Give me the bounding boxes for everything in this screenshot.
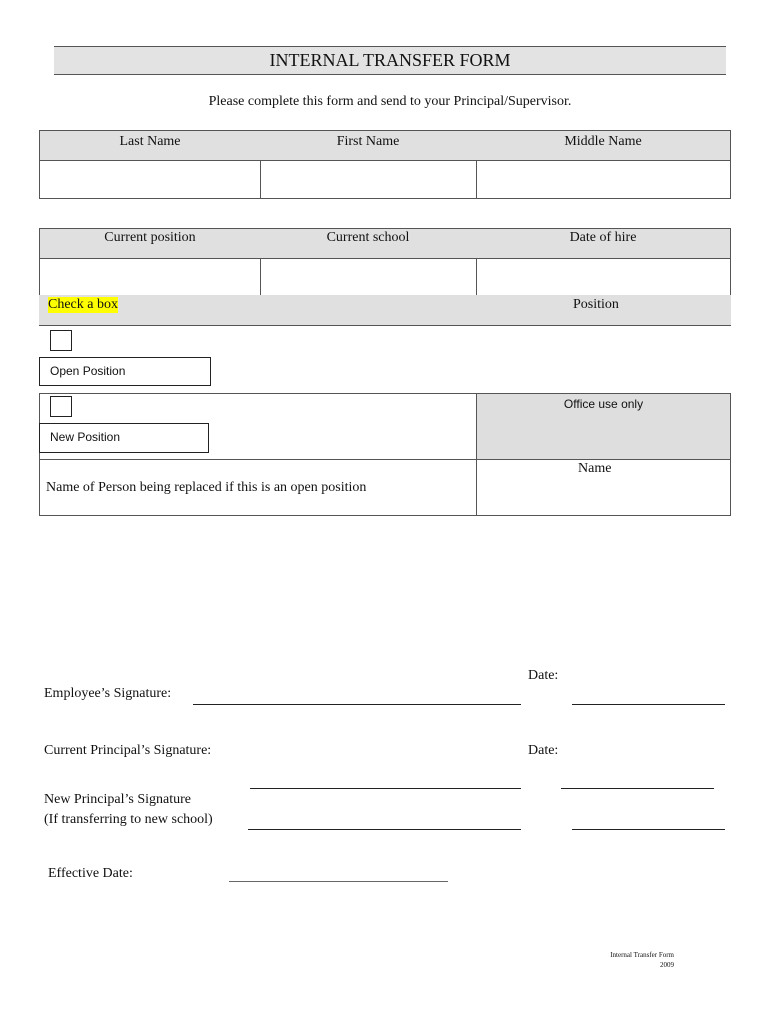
new-position-label: New Position <box>39 423 209 453</box>
new-principal-signature-line[interactable] <box>248 829 521 830</box>
middle-name-header: Middle Name <box>476 130 731 161</box>
open-position-label: Open Position <box>39 357 211 386</box>
current-principal-signature-line[interactable] <box>250 788 521 789</box>
new-principal-signature-label: New Principal’s Signature <box>44 792 191 807</box>
current-school-field[interactable] <box>260 258 477 296</box>
employee-signature-line[interactable] <box>193 704 521 705</box>
open-position-checkbox[interactable] <box>50 330 72 351</box>
check-section-header <box>39 295 731 326</box>
form-title: INTERNAL TRANSFER FORM <box>54 46 726 75</box>
employee-date-line[interactable] <box>572 704 725 705</box>
office-use-label: Office use only <box>563 397 644 411</box>
office-use-box <box>476 393 731 460</box>
position-label: Position <box>573 297 619 312</box>
new-principal-date-line[interactable] <box>572 829 725 830</box>
date-of-hire-header: Date of hire <box>476 228 731 259</box>
employee-signature-label: Employee’s Signature: <box>44 686 172 701</box>
employee-date-label: Date: <box>528 668 559 683</box>
footer <box>560 950 674 970</box>
middle-name-field[interactable] <box>476 160 731 199</box>
footer-year: 2009 <box>660 961 674 969</box>
new-principal-note: (If transferring to new school) <box>44 812 213 827</box>
effective-date-label: Effective Date: <box>48 866 133 881</box>
check-a-box-label: Check a box <box>48 297 118 312</box>
last-name-header: Last Name <box>39 130 261 161</box>
effective-date-line[interactable] <box>229 881 448 882</box>
first-name-header: First Name <box>260 130 477 161</box>
date-of-hire-field[interactable] <box>476 258 731 296</box>
instructions-text: Please complete this form and send to your Principal/Supervisor. <box>208 94 572 109</box>
new-position-checkbox[interactable] <box>50 396 72 417</box>
current-position-header: Current position <box>39 228 261 259</box>
current-position-field[interactable] <box>39 258 261 296</box>
replacement-name-label: Name <box>578 461 612 476</box>
first-name-field[interactable] <box>260 160 477 199</box>
current-principal-date-label: Date: <box>528 743 559 758</box>
current-principal-date-line[interactable] <box>561 788 714 789</box>
replaced-person-label: Name of Person being replaced if this is an open position <box>46 480 367 495</box>
current-principal-signature-label: Current Principal’s Signature: <box>44 743 212 758</box>
current-school-header: Current school <box>260 228 477 259</box>
last-name-field[interactable] <box>39 160 261 199</box>
replacement-divider <box>476 459 477 516</box>
footer-form-name: Internal Transfer Form <box>610 951 674 959</box>
